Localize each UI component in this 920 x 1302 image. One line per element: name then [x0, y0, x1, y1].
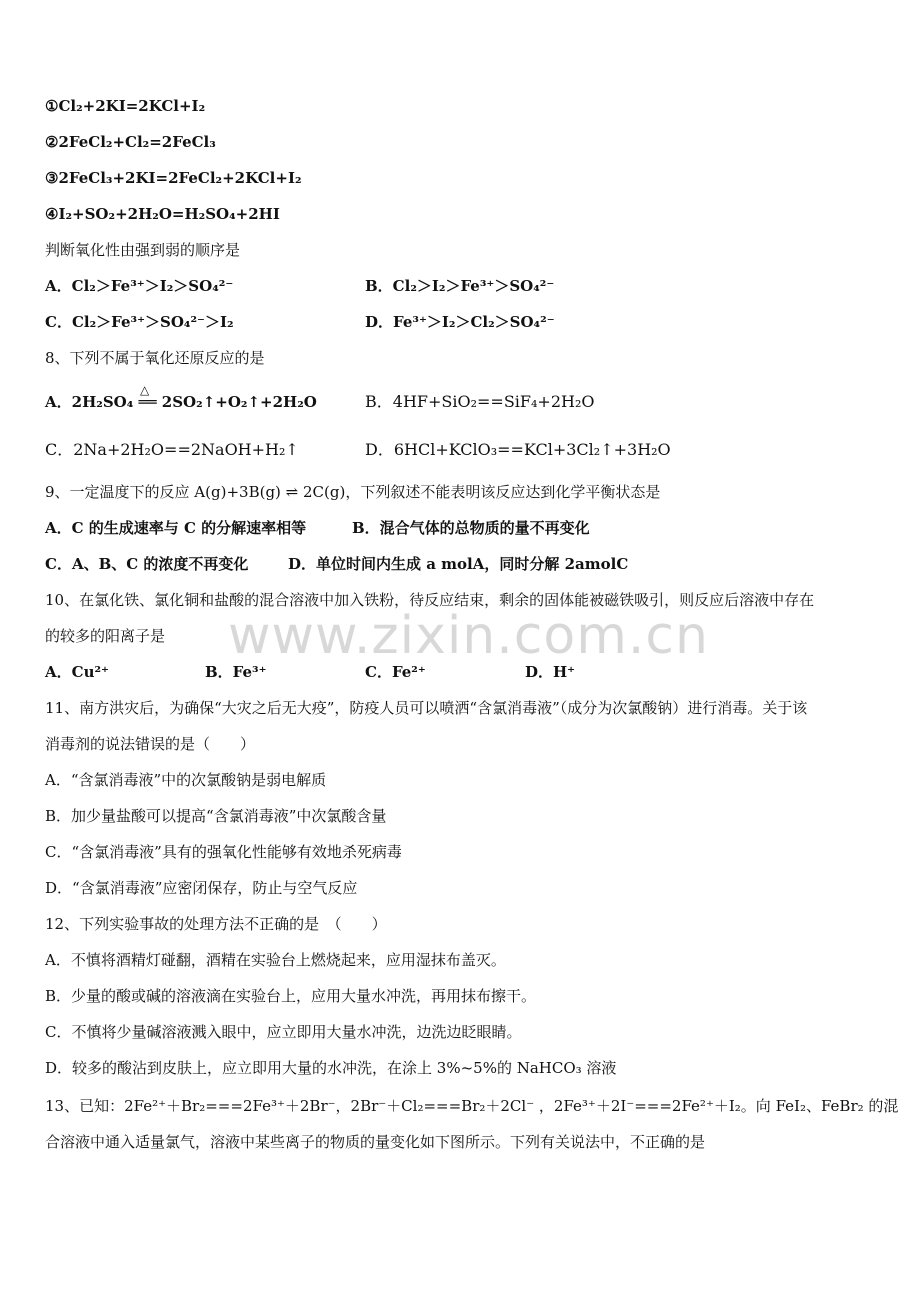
- q7-option-a: A．Cl₂＞Fe³⁺＞I₂＞SO₄²⁻: [45, 277, 234, 295]
- q12-option-d: D．较多的酸沾到皮肤上，应立即用大量的水冲洗，在涂上 3%~5%的 NaHCO₃ 溶液: [45, 1059, 617, 1077]
- q8-option-d: D．6HCl+KClO₃==KCl+3Cl₂↑+3H₂O: [365, 440, 671, 459]
- reaction-1: ①Cl₂+2KI=2KCl+I₂: [45, 97, 206, 115]
- q11-option-b: B．加少量盐酸可以提高“含氯消毒液”中次氯酸含量: [45, 807, 387, 825]
- watermark: www.zixin.com.cn: [228, 606, 709, 666]
- q8-option-c: C．2Na+2H₂O==2NaOH+H₂↑: [45, 440, 299, 459]
- q9-stem: 9、一定温度下的反应 A(g)+3B(g) ⇌ 2C(g)，下列叙述不能表明该反应达到化学平衡状态是: [45, 483, 661, 501]
- q11-stem-line2: 消毒剂的说法错误的是（ ）: [45, 735, 256, 753]
- q7-option-d: D．Fe³⁺＞I₂＞Cl₂＞SO₄²⁻: [365, 313, 555, 331]
- q10-stem-line1: 10、在氯化铁、氯化铜和盐酸的混合溶液中加入铁粉，待反应结束，剩余的固体能被磁铁吸引，则反应后溶液中存在: [45, 591, 815, 609]
- heat-symbol: △: [140, 383, 150, 397]
- reaction-4: ④I₂+SO₂+2H₂O=H₂SO₄+2HI: [45, 205, 280, 223]
- q10-option-b: B．Fe³⁺: [205, 663, 267, 681]
- q12-option-c: C．不慎将少量碱溶液溅入眼中，应立即用大量水冲洗，边洗边眨眼睛。: [45, 1023, 522, 1041]
- q9-option-a: A．C 的生成速率与 C 的分解速率相等: [45, 519, 307, 537]
- reaction-3: ③2FeCl₃+2KI=2FeCl₂+2KCl+I₂: [45, 169, 302, 187]
- q8-option-a: A．2H₂SO₄ ══ 2SO₂↑+O₂↑+2H₂O: [45, 393, 317, 411]
- q12-stem: 12、下列实验事故的处理方法不正确的是 （ ）: [45, 915, 387, 933]
- q10-option-d: D．H⁺: [525, 663, 576, 681]
- q9-option-d: D．单位时间内生成 a molA，同时分解 2amolC: [288, 555, 629, 573]
- q8-option-b: B．4HF+SiO₂==SiF₄+2H₂O: [365, 392, 595, 411]
- reaction-2: ②2FeCl₂+Cl₂=2FeCl₃: [45, 133, 216, 151]
- q13-stem-line2: 合溶液中通入适量氯气，溶液中某些离子的物质的量变化如下图所示。下列有关说法中，不正确的是: [45, 1133, 706, 1151]
- q10-stem-line2: 的较多的阳离子是: [45, 627, 166, 645]
- q9-option-b: B．混合气体的总物质的量不再变化: [352, 519, 590, 537]
- q11-option-c: C．“含氯消毒液”具有的强氧化性能够有效地杀死病毒: [45, 843, 402, 861]
- q10-option-a: A．Cu²⁺: [45, 663, 109, 681]
- q9-option-c: C．A、B、C 的浓度不再变化: [45, 555, 249, 573]
- q11-stem-line1: 11、南方洪灾后，为确保“大灾之后无大疫”，防疫人员可以喷洒“含氯消毒液”（成分为次氯酸钠）进行消毒。关于该: [45, 699, 808, 717]
- q12-option-a: A．不慎将酒精灯碰翻，酒精在实验台上燃烧起来，应用湿抹布盖灭。: [45, 951, 506, 969]
- q12-option-b: B．少量的酸或碱的溶液滴在实验台上，应用大量水冲洗，再用抹布擦干。: [45, 987, 537, 1005]
- q7-stem: 判断氧化性由强到弱的顺序是: [45, 241, 241, 259]
- q7-option-c: C．Cl₂＞Fe³⁺＞SO₄²⁻＞I₂: [45, 313, 234, 331]
- q10-option-c: C．Fe²⁺: [365, 663, 426, 681]
- q7-option-b: B．Cl₂＞I₂＞Fe³⁺＞SO₄²⁻: [365, 277, 555, 295]
- q13-stem-line1: 13、已知：2Fe²⁺＋Br₂===2Fe³⁺＋2Br⁻，2Br⁻＋Cl₂===Br₂＋2Cl⁻ ，2Fe³⁺＋2I⁻===2Fe²⁺＋I₂。向 FeI₂、FeBr₂ 的混: [45, 1097, 899, 1115]
- q11-option-d: D．“含氯消毒液”应密闭保存，防止与空气反应: [45, 879, 358, 897]
- q11-option-a: A．“含氯消毒液”中的次氯酸钠是弱电解质: [45, 771, 327, 789]
- q8-stem: 8、下列不属于氧化还原反应的是: [45, 349, 265, 367]
